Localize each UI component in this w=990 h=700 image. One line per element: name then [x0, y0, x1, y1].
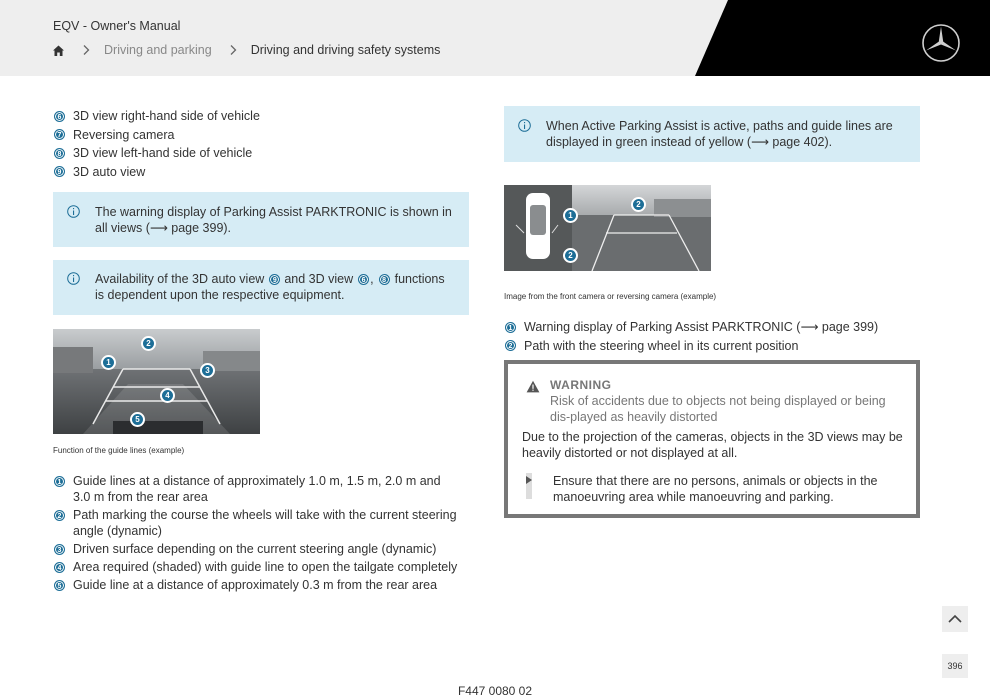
camera-legend	[504, 319, 914, 354]
photo-caption: Image from the front camera or reversing camera (example)	[504, 292, 717, 301]
legend-text: Warning display of Parking Assist PARKTRONIC (⟶ page 399)	[524, 320, 879, 334]
number-badge: 6	[54, 111, 65, 122]
info-text-line: When Active Parking Assist is active, paths and guide lines are	[546, 119, 893, 133]
legend-item	[53, 577, 458, 593]
legend-item	[53, 164, 260, 180]
play-arrow-icon	[526, 476, 532, 484]
legend-item	[504, 338, 914, 354]
legend-text: Path with the steering wheel in its current position	[524, 338, 799, 353]
guide-lines-photo	[53, 329, 260, 434]
legend-text: Driven surface depending on the current steering angle (dynamic)	[73, 542, 437, 556]
legend-item	[53, 473, 458, 505]
number-badge: 2	[54, 510, 65, 521]
app-title: EQV - Owner's Manual	[53, 19, 181, 33]
info-icon	[518, 119, 531, 132]
view-legend	[53, 108, 260, 180]
legend-text: Path marking the course the wheels will take with the current steering angle (dynamic)	[73, 508, 457, 538]
warning-title: WARNING	[550, 378, 612, 392]
number-badge: 4	[54, 562, 65, 573]
info-box-warning-display	[53, 192, 469, 247]
photo-marker: 2	[563, 248, 578, 263]
legend-text: 3D auto view	[73, 164, 146, 179]
number-badge: 8	[54, 148, 65, 159]
legend-item	[504, 319, 914, 335]
info-text: Availability of the 3D auto view	[95, 272, 265, 286]
info-box-availability	[53, 260, 469, 315]
legend-item	[53, 108, 260, 124]
mercedes-star-logo	[921, 23, 961, 63]
number-badge: 9	[54, 166, 65, 177]
number-badge: 3	[54, 544, 65, 555]
legend-text: 3D view right-hand side of vehicle	[73, 109, 260, 123]
photo-marker: 1	[563, 208, 578, 223]
info-separator: ,	[370, 272, 374, 286]
warning-box	[504, 360, 920, 518]
photo-marker: 4	[160, 388, 175, 403]
photo-marker: 2	[141, 336, 156, 351]
number-badge: 9	[269, 274, 280, 285]
photo-marker: 1	[101, 355, 116, 370]
legend-item	[53, 507, 458, 539]
breadcrumb-link[interactable]: Driving and parking	[104, 43, 212, 57]
breadcrumb	[52, 42, 440, 58]
image-code: F447 0080 02	[457, 684, 533, 698]
legend-item	[53, 145, 260, 161]
camera-view-photo	[504, 185, 711, 271]
number-badge: 2	[505, 340, 516, 351]
number-badge: 5	[54, 580, 65, 591]
info-text: functions	[394, 272, 445, 286]
photo-marker: 3	[200, 363, 215, 378]
chevron-right-icon	[80, 44, 92, 56]
number-badge: 7	[54, 129, 65, 140]
legend-text: Guide line at a distance of approximately 0.3 m from the rear area	[73, 578, 438, 592]
info-icon	[67, 205, 80, 218]
number-badge: 6	[358, 274, 369, 285]
legend-item	[53, 541, 458, 557]
photo-marker: 5	[130, 412, 145, 427]
number-badge: 1	[505, 322, 516, 333]
warning-subtitle: Risk of accidents due to objects not being displayed or being dis-played as heavily distorted	[550, 394, 886, 424]
number-badge: 1	[54, 476, 65, 487]
info-text-line: The warning display of Parking Assist PARKTRONIC is shown in	[95, 205, 452, 219]
warning-action: Ensure that there are no persons, animals or objects in the manoeuvring area while manoeuvring and parking.	[553, 474, 878, 504]
info-icon	[67, 272, 80, 285]
chevron-up-icon	[942, 606, 968, 632]
info-text: and 3D view	[284, 272, 354, 286]
info-text-line: all views (⟶ page 399).	[95, 221, 232, 235]
legend-text: Reversing camera	[73, 127, 175, 142]
breadcrumb-current: Driving and driving safety systems	[250, 43, 441, 57]
page-number-button[interactable]: 396	[942, 654, 968, 678]
legend-text: Area required (shaded) with guide line to open the tailgate completely	[73, 560, 458, 574]
legend-item	[53, 127, 260, 143]
legend-text: Guide lines at a distance of approximately 1.0 m, 1.5 m, 2.0 m and 3.0 m from the rear area	[73, 474, 441, 504]
warning-triangle-icon	[526, 380, 540, 393]
photo-caption: Function of the guide lines (example)	[53, 446, 185, 455]
guide-lines-legend	[53, 473, 458, 593]
info-box-active-parking	[504, 106, 920, 162]
home-icon[interactable]	[52, 44, 65, 57]
scroll-top-button[interactable]	[942, 606, 968, 632]
warning-body: Due to the projection of the cameras, objects in the 3D views may be heavily distorted or not displayed at all.	[522, 430, 903, 460]
photo-marker: 2	[631, 197, 646, 212]
legend-item	[53, 559, 458, 575]
legend-text: 3D view left-hand side of vehicle	[73, 146, 253, 160]
info-text-line: is dependent upon the respective equipment.	[95, 288, 345, 302]
number-badge: 8	[379, 274, 390, 285]
info-text-line: displayed in green instead of yellow (⟶ page 402).	[546, 135, 833, 149]
chevron-right-icon	[227, 44, 239, 56]
